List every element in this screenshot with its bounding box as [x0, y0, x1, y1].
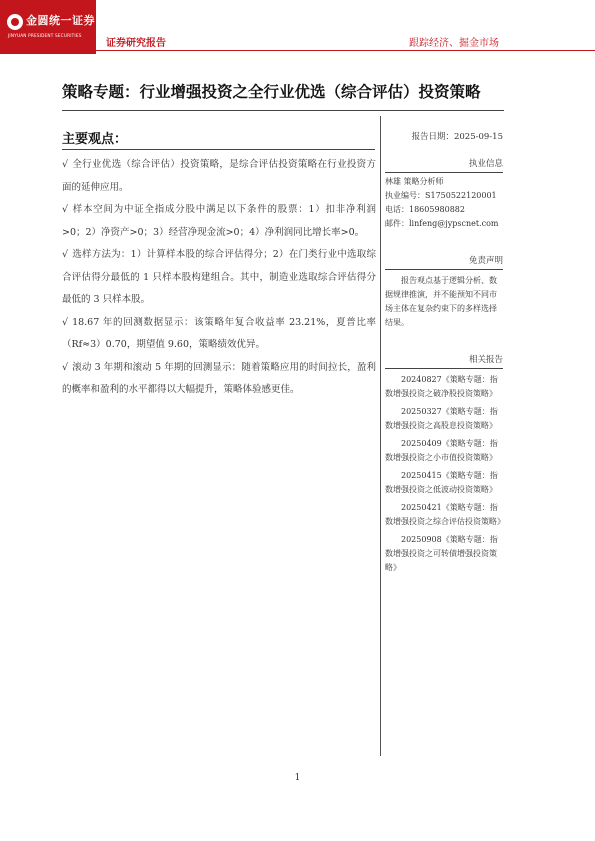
disclaimer [385, 254, 503, 330]
key-point-text: 18.67 年的回测数据显示：该策略年复合收益率 23.21%，夏普比率（Rf≈3）0.70，期望值 9.60，策略绩效优异。 [62, 316, 376, 350]
page-header [0, 0, 595, 56]
check-icon: √ [62, 316, 69, 328]
analyst-email: 邮件：linfeng@jypscnet.com [385, 219, 499, 228]
report-title: 策略专题：行业增强投资之全行业优选（综合评估）投资策略 [62, 83, 481, 101]
key-point-text: 选样方法为：1）计算样本股的综合评估得分；2）在门类行业中选取综合评估得分最低的 1 只样本股构建组合。其中，制造业选取综合评估得分最低的 3 只样本股。 [62, 249, 376, 305]
column-divider [380, 116, 381, 756]
related-reports [385, 353, 503, 579]
key-points-heading: 主要观点： [62, 132, 128, 147]
key-point-item [62, 154, 376, 199]
logo-mark-icon [7, 14, 23, 30]
disclaimer-text: 报告观点基于逻辑分析、数据规律推演，并不能预知不同市场主体在复杂约束下的多样选择结果。 [385, 276, 497, 327]
logo-english-name: JINYUAN PRESIDENT SECURITIES [8, 33, 82, 38]
header-slogan: 跟踪经济、掘金市场 [409, 38, 499, 49]
key-point-item [62, 312, 376, 357]
company-logo [0, 0, 96, 54]
key-point-text: 全行业优选（综合评估）投资策略，是综合评估投资策略在行业投资方面的延伸应用。 [62, 159, 376, 193]
page-number: 1 [294, 773, 301, 783]
check-icon: √ [62, 249, 69, 260]
analyst-license: 执业编号：S1750522120001 [385, 191, 497, 200]
related-report-link[interactable]: 20250409《策略专题：指数增强投资之小市值投资策略》 [385, 439, 498, 462]
analyst-name: 林雄 策略分析师 [385, 177, 444, 186]
title-divider [62, 110, 504, 111]
key-point-item [62, 357, 376, 402]
related-report-link[interactable]: 20240827《策略专题：指数增强投资之破净股投资策略》 [385, 375, 498, 398]
related-report-link[interactable]: 20250908《策略专题：指数增强投资之可转债增强投资策略》 [385, 535, 498, 572]
check-icon: √ [62, 204, 69, 215]
analyst-info [385, 157, 503, 231]
key-points-divider [62, 149, 375, 150]
analyst-phone: 电话：18605980882 [385, 205, 465, 214]
key-point-text: 滚动 3 年期和滚动 5 年期的回测显示：随着策略应用的时间拉长，盈利的概率和盈利的水平都得以大幅提升，策略体验感更佳。 [62, 361, 376, 395]
header-divider [96, 50, 595, 51]
key-point-item [62, 244, 376, 312]
logo-name: 金圆统一证券 [26, 14, 95, 27]
key-points-list [62, 154, 376, 402]
related-report-link[interactable]: 20250421《策略专题：指数增强投资之综合评估投资策略》 [385, 503, 505, 526]
check-icon: √ [62, 159, 69, 170]
key-point-text: 样本空间为中证全指成分股中满足以下条件的股票：1）扣非净利润>0；2）净资产>0；3）经营净现金流>0；4）净利润同比增长率>0。 [62, 204, 376, 238]
related-report-link[interactable]: 20250327《策略专题：指数增强投资之高股息投资策略》 [385, 407, 498, 430]
report-date: 报告日期：2025-09-15 [411, 132, 503, 142]
disclaimer-heading: 免责声明 [385, 254, 503, 270]
report-type-label: 证券研究报告 [106, 38, 166, 49]
related-report-link[interactable]: 20250415《策略专题：指数增强投资之低波动投资策略》 [385, 471, 498, 494]
key-point-item [62, 199, 376, 244]
check-icon: √ [62, 361, 69, 373]
related-reports-heading: 相关报告 [385, 353, 503, 369]
analyst-heading: 执业信息 [385, 157, 503, 173]
